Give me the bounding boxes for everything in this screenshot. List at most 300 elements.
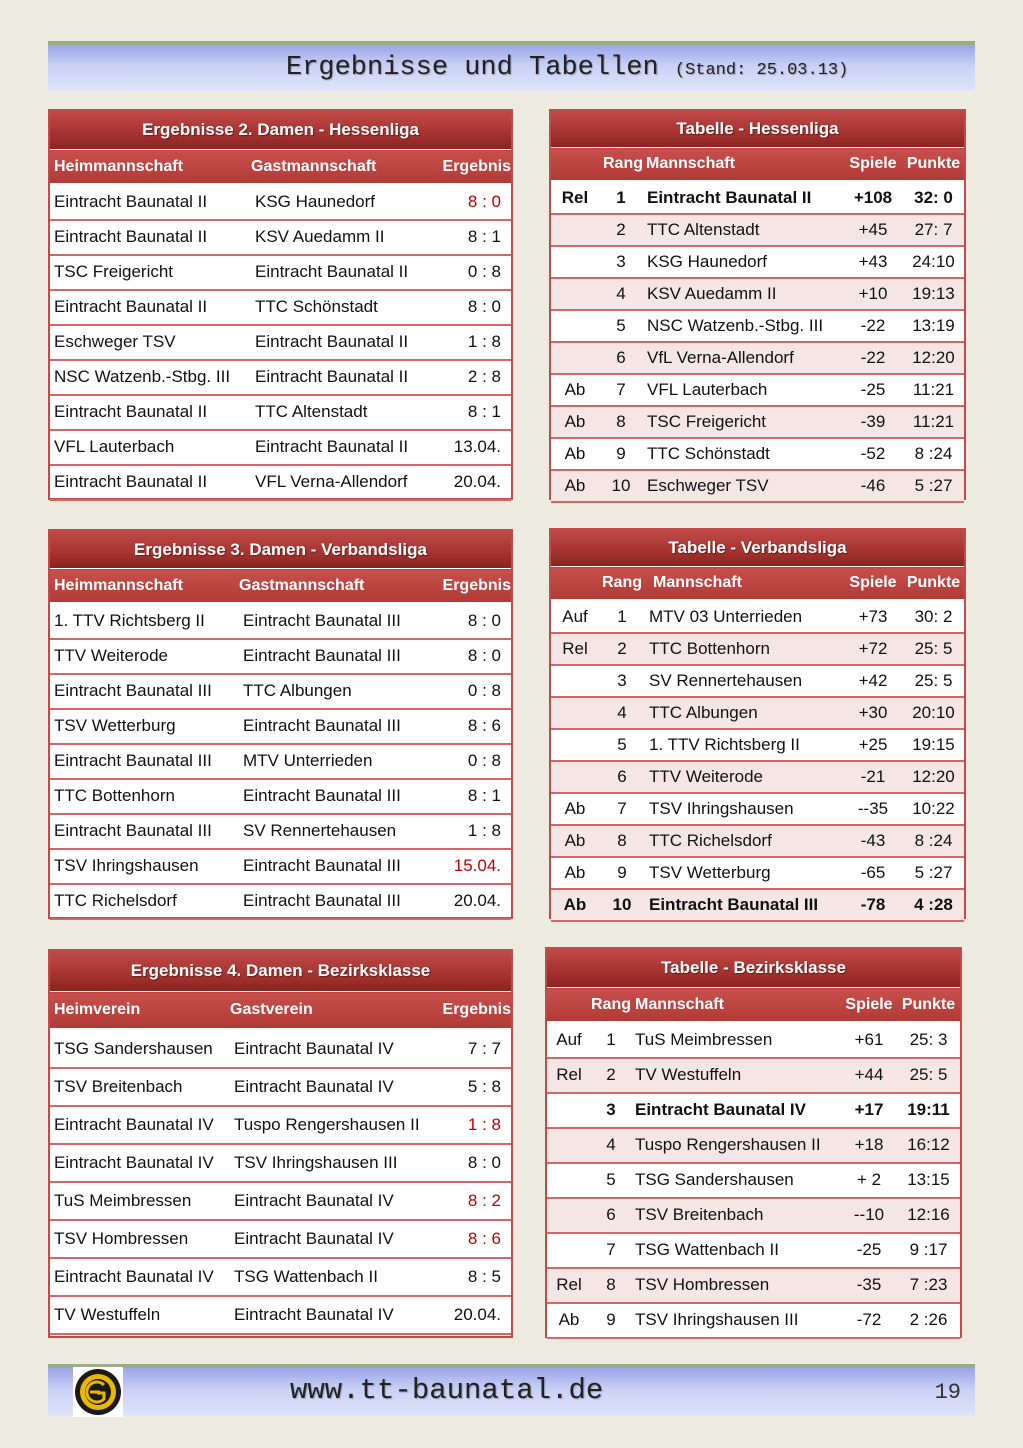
home-team: TSC Freigericht (50, 255, 251, 290)
result-row (50, 1182, 511, 1220)
result-row (50, 465, 511, 500)
games-diff: -46 (843, 470, 903, 502)
standings-row (551, 793, 964, 825)
rank: 5 (599, 729, 645, 761)
guest-team: KSG Haunedorf (251, 185, 434, 220)
games-diff: -72 (841, 1303, 897, 1338)
status-badge (551, 246, 599, 278)
result-row (50, 639, 511, 674)
points: 16:12 (897, 1128, 960, 1163)
team-name: KSV Auedamm II (643, 278, 843, 310)
col-guest: Gastmannschaft (251, 150, 434, 185)
games-diff: +108 (843, 182, 903, 214)
rank: 4 (591, 1128, 631, 1163)
points: 30: 2 (903, 601, 964, 633)
rank: 6 (599, 342, 643, 374)
points: 13:15 (897, 1163, 960, 1198)
home-team: Eintracht Baunatal III (50, 744, 239, 779)
rank: 2 (599, 214, 643, 246)
standings-row (547, 1233, 960, 1268)
games-diff: +25 (843, 729, 903, 761)
table-title: Tabelle - Bezirksklasse (547, 949, 960, 988)
table-title: Tabelle - Verbandsliga (551, 530, 964, 567)
points: 19:11 (897, 1093, 960, 1128)
result-row (50, 674, 511, 709)
header-banner (48, 41, 975, 91)
team-name: Eintracht Baunatal IV (631, 1093, 841, 1128)
col-rang: Rang (599, 148, 643, 182)
points: 13:19 (903, 310, 964, 342)
home-team: TTC Richelsdorf (50, 884, 239, 919)
result-row (50, 779, 511, 814)
games-diff: -52 (843, 438, 903, 470)
rank: 8 (591, 1268, 631, 1303)
games-diff: +44 (841, 1058, 897, 1093)
stand-date: (Stand: 25.03.13) (674, 61, 849, 80)
result: 7 : 7 (434, 1030, 511, 1068)
home-team: TSV Wetterburg (50, 709, 239, 744)
status-badge: Rel (551, 633, 599, 665)
games-diff: +42 (843, 665, 903, 697)
result: 1 : 8 (434, 814, 511, 849)
games-diff: -43 (843, 825, 903, 857)
games-diff: -25 (843, 374, 903, 406)
points: 5 :27 (903, 470, 964, 502)
team-name: VfL Verna-Allendorf (643, 342, 843, 374)
team-name: Eintracht Baunatal III (645, 889, 843, 921)
col-punkte: Punkte (903, 567, 964, 601)
results-hessenliga (48, 109, 513, 500)
home-team: Eintracht Baunatal II (50, 290, 251, 325)
standings-row (551, 246, 964, 278)
results-title: Ergebnisse 2. Damen - Hessenliga (50, 111, 511, 150)
status-badge (547, 1163, 591, 1198)
guest-team: Eintracht Baunatal III (239, 884, 434, 919)
points: 2 :26 (897, 1303, 960, 1338)
col-punkte: Punkte (903, 148, 964, 182)
result-row (50, 709, 511, 744)
home-team: TSV Hombressen (50, 1220, 230, 1258)
home-team: TTV Weiterode (50, 639, 239, 674)
table-hessenliga (549, 109, 966, 500)
rank: 5 (591, 1163, 631, 1198)
guest-team: Eintracht Baunatal III (239, 849, 434, 884)
team-name: TSV Wetterburg (645, 857, 843, 889)
result: 8 : 0 (434, 185, 511, 220)
status-badge: Rel (551, 182, 599, 214)
col-spiele: Spiele (843, 567, 903, 601)
result: 8 : 1 (434, 395, 511, 430)
standings-row (551, 278, 964, 310)
points: 5 :27 (903, 857, 964, 889)
games-diff: +10 (843, 278, 903, 310)
results-bezirksklasse (48, 949, 513, 1338)
team-name: TSG Wattenbach II (631, 1233, 841, 1268)
result-row (50, 1030, 511, 1068)
status-badge: Ab (551, 825, 599, 857)
guest-team: Eintracht Baunatal III (239, 779, 434, 814)
col-mannschaft: Mannschaft (631, 988, 841, 1023)
home-team: Eintracht Baunatal III (50, 674, 239, 709)
games-diff: -22 (843, 310, 903, 342)
points: 7 :23 (897, 1268, 960, 1303)
guest-team: MTV Unterrieden (239, 744, 434, 779)
title-text: Ergebnisse und Tabellen (286, 53, 659, 83)
standings-row (547, 1023, 960, 1058)
rank: 5 (599, 310, 643, 342)
result-row (50, 1144, 511, 1182)
col-spiele: Spiele (841, 988, 897, 1023)
team-name: Eschweger TSV (643, 470, 843, 502)
points: 4 :28 (903, 889, 964, 921)
result: 8 : 5 (434, 1258, 511, 1296)
status-badge: Ab (551, 857, 599, 889)
points: 20:10 (903, 697, 964, 729)
guest-team: Eintracht Baunatal III (239, 639, 434, 674)
team-name: TSV Ihringshausen (645, 793, 843, 825)
result-row (50, 360, 511, 395)
col-rang: Rang (599, 567, 645, 601)
status-badge (547, 1233, 591, 1268)
result: 5 : 8 (434, 1068, 511, 1106)
home-team: TSV Ihringshausen (50, 849, 239, 884)
guest-team: KSV Auedamm II (251, 220, 434, 255)
guest-team: Eintracht Baunatal III (239, 604, 434, 639)
status-badge (547, 1128, 591, 1163)
home-team: NSC Watzenb.-Stbg. III (50, 360, 251, 395)
status-badge: Ab (551, 406, 599, 438)
team-name: SV Rennertehausen (645, 665, 843, 697)
team-name: 1. TTV Richtsberg II (645, 729, 843, 761)
standings-row (551, 406, 964, 438)
results-verbandsliga (48, 529, 513, 919)
status-badge: Ab (551, 438, 599, 470)
standings-row (547, 1058, 960, 1093)
col-punkte: Punkte (897, 988, 960, 1023)
points: 8 :24 (903, 825, 964, 857)
status-badge: Auf (551, 601, 599, 633)
games-diff: +17 (841, 1093, 897, 1128)
guest-team: Eintracht Baunatal IV (230, 1182, 434, 1220)
home-team: TV Westuffeln (50, 1296, 230, 1334)
status-badge: Ab (551, 470, 599, 502)
home-team: Eintracht Baunatal IV (50, 1258, 230, 1296)
result: 8 : 6 (434, 709, 511, 744)
games-diff: -78 (843, 889, 903, 921)
home-team: Eintracht Baunatal II (50, 185, 251, 220)
status-badge (551, 342, 599, 374)
points: 27: 7 (903, 214, 964, 246)
games-diff: + 2 (841, 1163, 897, 1198)
status-badge (551, 761, 599, 793)
home-team: Eintracht Baunatal II (50, 395, 251, 430)
col-rang: Rang (591, 988, 631, 1023)
points: 11:21 (903, 406, 964, 438)
games-diff: +45 (843, 214, 903, 246)
status-badge: Ab (547, 1303, 591, 1338)
standings-row (551, 470, 964, 502)
result-row (50, 185, 511, 220)
games-diff: -35 (841, 1268, 897, 1303)
standings-row (551, 857, 964, 889)
standings-row (547, 1093, 960, 1128)
col-mannschaft: Mannschaft (645, 567, 843, 601)
standings-row (551, 761, 964, 793)
team-name: KSG Haunedorf (643, 246, 843, 278)
rank: 6 (591, 1198, 631, 1233)
rank: 9 (599, 857, 645, 889)
games-diff: -65 (843, 857, 903, 889)
result: 20.04. (434, 465, 511, 500)
result: 1 : 8 (434, 1106, 511, 1144)
team-name: TSC Freigericht (643, 406, 843, 438)
guest-team: Eintracht Baunatal II (251, 255, 434, 290)
footer-banner (48, 1364, 975, 1416)
col-result: Ergebnis (434, 569, 511, 604)
games-diff: +73 (843, 601, 903, 633)
col-result: Ergebnis (434, 992, 511, 1030)
status-badge (551, 278, 599, 310)
rank: 7 (599, 374, 643, 406)
team-name: NSC Watzenb.-Stbg. III (643, 310, 843, 342)
points: 12:16 (897, 1198, 960, 1233)
home-team: Eintracht Baunatal IV (50, 1144, 230, 1182)
home-team: TuS Meimbressen (50, 1182, 230, 1220)
result-row (50, 325, 511, 360)
result: 0 : 8 (434, 744, 511, 779)
results-title: Ergebnisse 4. Damen - Bezirksklasse (50, 951, 511, 992)
result: 8 : 6 (434, 1220, 511, 1258)
result: 8 : 0 (434, 1144, 511, 1182)
result-row (50, 1296, 511, 1334)
home-team: Eschweger TSV (50, 325, 251, 360)
standings-row (551, 374, 964, 406)
result: 8 : 0 (434, 290, 511, 325)
home-team: VFL Lauterbach (50, 430, 251, 465)
home-team: Eintracht Baunatal III (50, 814, 239, 849)
website-url[interactable]: www.tt-baunatal.de (290, 1374, 604, 1407)
guest-team: TSV Ihringshausen III (230, 1144, 434, 1182)
games-diff: -25 (841, 1233, 897, 1268)
standings-row (547, 1303, 960, 1338)
games-diff: -22 (843, 342, 903, 374)
result-row (50, 255, 511, 290)
team-name: TTC Richelsdorf (645, 825, 843, 857)
standings-row (551, 310, 964, 342)
team-name: TTC Albungen (645, 697, 843, 729)
guest-team: Eintracht Baunatal IV (230, 1296, 434, 1334)
result: 8 : 0 (434, 639, 511, 674)
rank: 4 (599, 278, 643, 310)
games-diff: -39 (843, 406, 903, 438)
result-row (50, 290, 511, 325)
result: 8 : 1 (434, 220, 511, 255)
rank: 1 (599, 601, 645, 633)
team-name: MTV 03 Unterrieden (645, 601, 843, 633)
rank: 7 (591, 1233, 631, 1268)
club-logo-icon (73, 1367, 123, 1417)
result-row (50, 220, 511, 255)
guest-team: SV Rennertehausen (239, 814, 434, 849)
status-badge: Rel (547, 1058, 591, 1093)
rank: 9 (591, 1303, 631, 1338)
games-diff: --10 (841, 1198, 897, 1233)
games-diff: +72 (843, 633, 903, 665)
home-team: 1. TTV Richtsberg II (50, 604, 239, 639)
results-title: Ergebnisse 3. Damen - Verbandsliga (50, 531, 511, 569)
table-title: Tabelle - Hessenliga (551, 111, 964, 148)
guest-team: TTC Altenstadt (251, 395, 434, 430)
standings-row (551, 665, 964, 697)
rank: 6 (599, 761, 645, 793)
guest-team: TTC Schönstadt (251, 290, 434, 325)
result: 8 : 2 (434, 1182, 511, 1220)
rank: 2 (599, 633, 645, 665)
standings-row (551, 633, 964, 665)
status-badge: Rel (547, 1268, 591, 1303)
points: 8 :24 (903, 438, 964, 470)
rank: 1 (599, 182, 643, 214)
result-row (50, 1068, 511, 1106)
points: 32: 0 (903, 182, 964, 214)
rank: 3 (599, 246, 643, 278)
guest-team: Eintracht Baunatal IV (230, 1030, 434, 1068)
points: 12:20 (903, 761, 964, 793)
games-diff: -21 (843, 761, 903, 793)
result: 8 : 0 (434, 604, 511, 639)
games-diff: --35 (843, 793, 903, 825)
points: 19:13 (903, 278, 964, 310)
result-row (50, 604, 511, 639)
result-row (50, 884, 511, 919)
games-diff: +61 (841, 1023, 897, 1058)
guest-team: Eintracht Baunatal IV (230, 1068, 434, 1106)
result-row (50, 814, 511, 849)
result: 20.04. (434, 884, 511, 919)
status-badge: Ab (551, 374, 599, 406)
points: 9 :17 (897, 1233, 960, 1268)
team-name: TSG Sandershausen (631, 1163, 841, 1198)
team-name: TSV Ihringshausen III (631, 1303, 841, 1338)
result: 13.04. (434, 430, 511, 465)
points: 12:20 (903, 342, 964, 374)
rank: 7 (599, 793, 645, 825)
status-badge: Auf (547, 1023, 591, 1058)
col-result: Ergebnis (434, 150, 511, 185)
standings-row (551, 729, 964, 761)
points: 25: 3 (897, 1023, 960, 1058)
status-badge (547, 1198, 591, 1233)
status-badge (551, 697, 599, 729)
rank: 10 (599, 889, 645, 921)
guest-team: Eintracht Baunatal II (251, 430, 434, 465)
result: 0 : 8 (434, 674, 511, 709)
guest-team: TTC Albungen (239, 674, 434, 709)
status-badge (551, 729, 599, 761)
team-name: VFL Lauterbach (643, 374, 843, 406)
guest-team: TSG Wattenbach II (230, 1258, 434, 1296)
status-badge (547, 1093, 591, 1128)
page-title (286, 53, 848, 83)
col-spiele: Spiele (843, 148, 903, 182)
standings-row (551, 438, 964, 470)
team-name: TTC Schönstadt (643, 438, 843, 470)
home-team: TSV Breitenbach (50, 1068, 230, 1106)
home-team: Eintracht Baunatal IV (50, 1106, 230, 1144)
result-row (50, 1258, 511, 1296)
guest-team: VFL Verna-Allendorf (251, 465, 434, 500)
home-team: TTC Bottenhorn (50, 779, 239, 814)
col-home: Heimmannschaft (50, 150, 251, 185)
status-badge: Ab (551, 889, 599, 921)
result-row (50, 849, 511, 884)
team-name: TTV Weiterode (645, 761, 843, 793)
rank: 3 (599, 665, 645, 697)
home-team: Eintracht Baunatal II (50, 220, 251, 255)
rank: 2 (591, 1058, 631, 1093)
status-badge (551, 214, 599, 246)
standings-row (551, 697, 964, 729)
guest-team: Eintracht Baunatal IV (230, 1220, 434, 1258)
standings-row (551, 182, 964, 214)
result: 0 : 8 (434, 255, 511, 290)
standings-row (551, 825, 964, 857)
games-diff: +18 (841, 1128, 897, 1163)
points: 19:15 (903, 729, 964, 761)
points: 10:22 (903, 793, 964, 825)
standings-row (547, 1163, 960, 1198)
team-name: TSV Breitenbach (631, 1198, 841, 1233)
result-row (50, 395, 511, 430)
points: 25: 5 (903, 633, 964, 665)
result: 1 : 8 (434, 325, 511, 360)
standings-row (551, 342, 964, 374)
col-guest: Gastmannschaft (239, 569, 434, 604)
result-row (50, 430, 511, 465)
games-diff: +43 (843, 246, 903, 278)
standings-row (551, 889, 964, 921)
status-badge (551, 310, 599, 342)
rank: 9 (599, 438, 643, 470)
standings-row (551, 601, 964, 633)
col-home: Heimmannschaft (50, 569, 239, 604)
rank: 8 (599, 825, 645, 857)
result-row (50, 1220, 511, 1258)
standings-row (547, 1128, 960, 1163)
home-team: Eintracht Baunatal II (50, 465, 251, 500)
team-name: Eintracht Baunatal II (643, 182, 843, 214)
table-bezirksklasse (545, 947, 962, 1338)
standings-row (547, 1198, 960, 1233)
team-name: TTC Bottenhorn (645, 633, 843, 665)
points: 25: 5 (903, 665, 964, 697)
rank: 10 (599, 470, 643, 502)
team-name: TuS Meimbressen (631, 1023, 841, 1058)
status-badge: Ab (551, 793, 599, 825)
result: 20.04. (434, 1296, 511, 1334)
points: 25: 5 (897, 1058, 960, 1093)
rank: 1 (591, 1023, 631, 1058)
guest-team: Eintracht Baunatal II (251, 360, 434, 395)
col-home: Heimverein (50, 992, 230, 1030)
rank: 4 (599, 697, 645, 729)
rank: 8 (599, 406, 643, 438)
page-number: 19 (934, 1380, 961, 1405)
col-mannschaft: Mannschaft (643, 148, 843, 182)
result-row (50, 744, 511, 779)
result-row (50, 1106, 511, 1144)
standings-row (547, 1268, 960, 1303)
